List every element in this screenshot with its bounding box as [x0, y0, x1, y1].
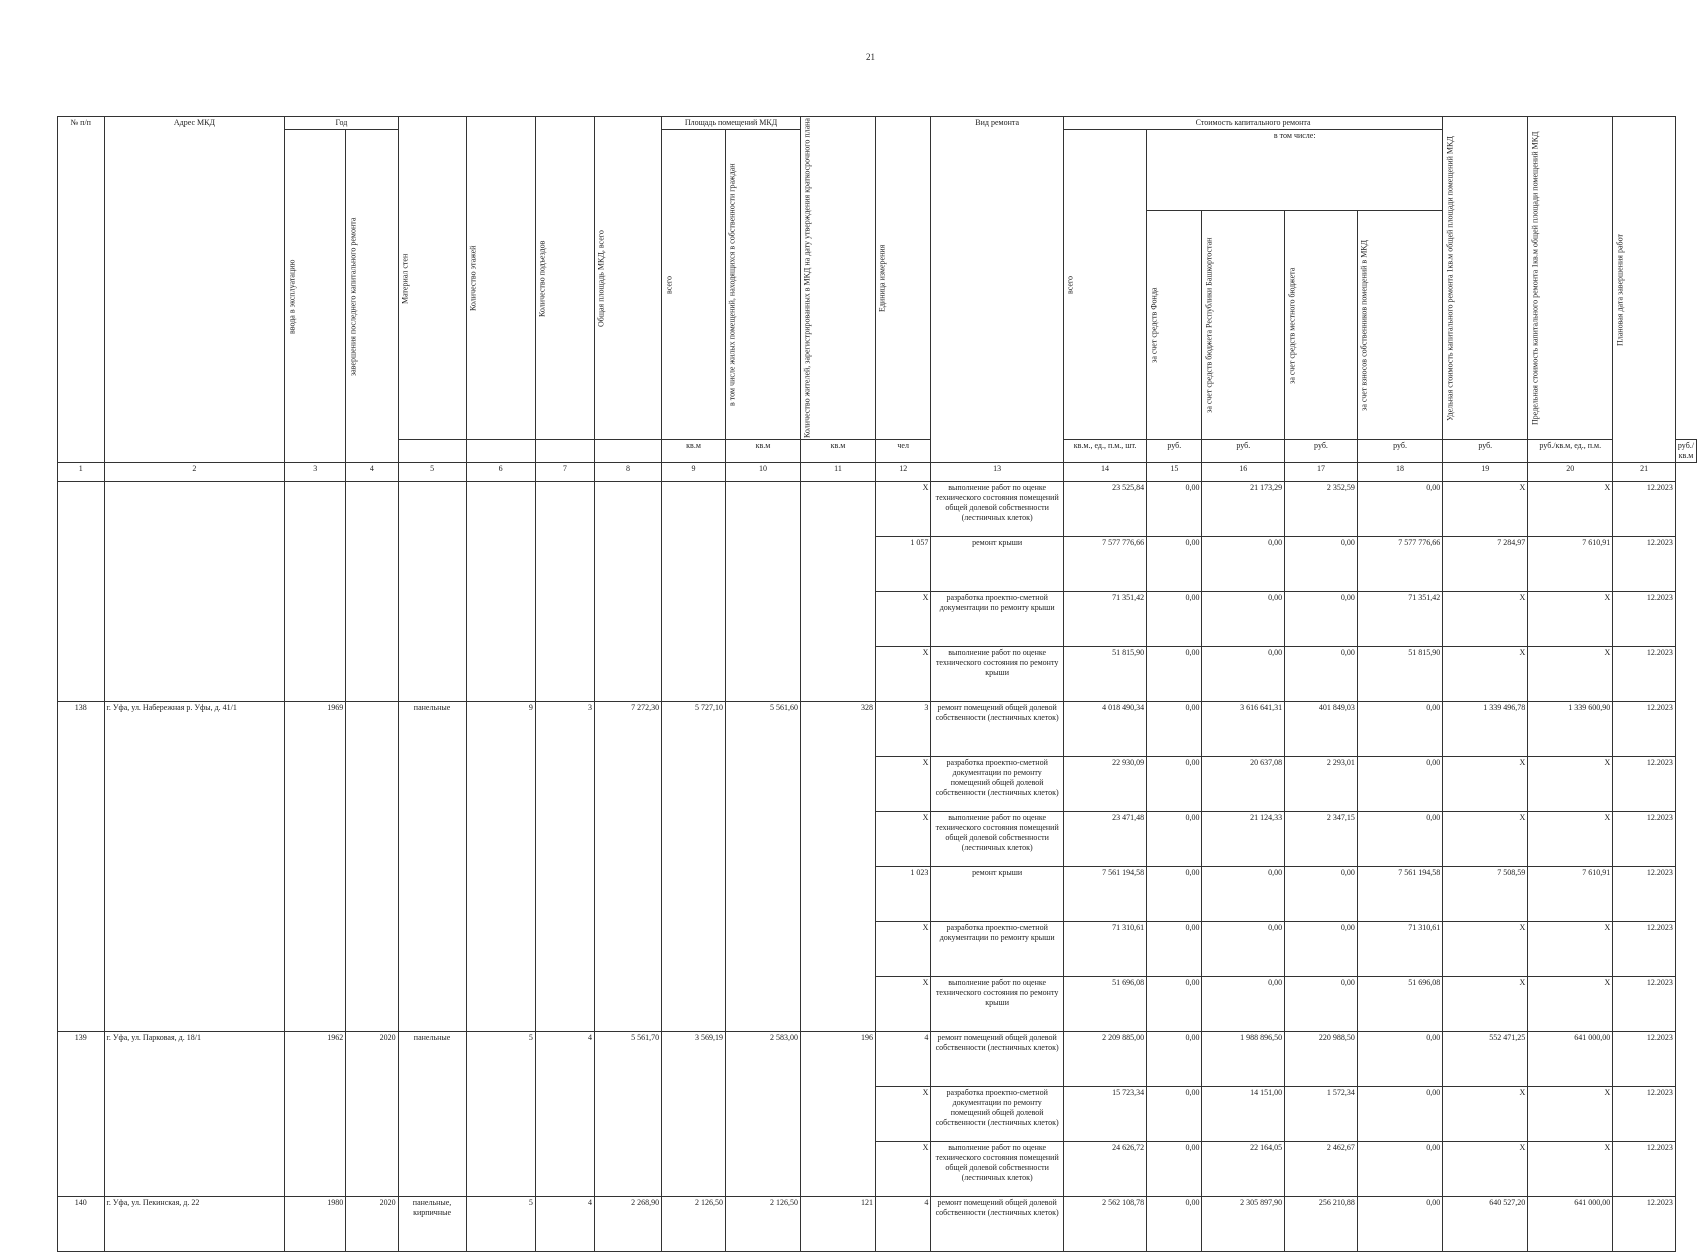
cost-rb-cell: 0,00 — [1202, 977, 1285, 1032]
building-floors: 5 — [466, 1197, 535, 1252]
building-wall: панельные — [398, 702, 466, 1032]
building-last-repair — [346, 702, 398, 1032]
unit-cost-cell: X — [1443, 922, 1528, 977]
col-header-wall: Материал стен — [398, 117, 466, 440]
limit-cost-cell: X — [1528, 977, 1613, 1032]
unit-cost-cell: 7 284,97 — [1443, 537, 1528, 592]
unit-cost-cell: 7 508,59 — [1443, 867, 1528, 922]
qty-cell: X — [875, 1087, 930, 1142]
column-number: 19 — [1443, 463, 1528, 482]
building-address: г. Уфа, ул. Пекинская, д. 22 — [104, 1197, 285, 1252]
limit-cost-cell: 641 000,00 — [1528, 1197, 1613, 1252]
col-header-local-budget: за счет средств местного бюджета — [1285, 211, 1358, 440]
building-last-repair: 2020 — [346, 1032, 398, 1197]
plan-date-cell: 12.2023 — [1613, 812, 1676, 867]
cost-rb-cell: 2 305 897,90 — [1202, 1197, 1285, 1252]
building-year: 1969 — [285, 702, 346, 1032]
table-row — [58, 1032, 1697, 1087]
limit-cost-cell: 641 000,00 — [1528, 1032, 1613, 1087]
work-type-cell: ремонт помещений общей долевой собственности (лестничных клеток) — [931, 1197, 1064, 1252]
building-address: г. Уфа, ул. Парковая, д. 18/1 — [104, 1032, 285, 1197]
building-res-premises: 5 561,60 — [725, 702, 800, 1032]
table-row — [58, 1197, 1697, 1252]
cost-rb-cell: 0,00 — [1202, 647, 1285, 702]
cost-rb-cell: 22 164,05 — [1202, 1142, 1285, 1197]
cost-rb-cell: 3 616 641,31 — [1202, 702, 1285, 757]
column-number: 9 — [662, 463, 726, 482]
work-type-cell: выполнение работ по оценке технического состояния помещений общей долевой собственности (лестничных клеток) — [931, 1142, 1064, 1197]
column-number: 14 — [1063, 463, 1146, 482]
work-type-cell: ремонт крыши — [931, 867, 1064, 922]
limit-cost-cell: 1 339 600,90 — [1528, 702, 1613, 757]
cost-local-cell: 401 849,03 — [1285, 702, 1358, 757]
unit-cell: кв.м., ед., п.м., шт. — [1063, 440, 1146, 463]
unit-cost-cell: X — [1443, 647, 1528, 702]
cost-rb-cell: 0,00 — [1202, 592, 1285, 647]
col-header-unit-cost: Удельная стоимость капитального ремонта 1кв.м общей площади помещений МКД — [1443, 117, 1528, 440]
cost-owners-cell: 0,00 — [1357, 1032, 1442, 1087]
unit-cell: руб. — [1357, 440, 1442, 463]
unit-cell: чел — [875, 440, 930, 463]
cost-rb-cell: 14 151,00 — [1202, 1087, 1285, 1142]
building-last-repair: 2020 — [346, 1197, 398, 1252]
cost-local-cell: 2 352,59 — [1285, 482, 1358, 537]
cost-total-cell: 51 696,08 — [1063, 977, 1146, 1032]
col-header-no: № п/п — [58, 117, 105, 463]
limit-cost-cell: X — [1528, 757, 1613, 812]
col-header-address: Адрес МКД — [104, 117, 285, 463]
plan-date-cell: 12.2023 — [1613, 977, 1676, 1032]
building-residents: 121 — [800, 1197, 875, 1252]
cost-fund-cell: 0,00 — [1147, 1197, 1202, 1252]
qty-cell: X — [875, 812, 930, 867]
qty-cell: X — [875, 482, 930, 537]
cost-rb-cell: 21 124,33 — [1202, 812, 1285, 867]
cost-owners-cell: 0,00 — [1357, 757, 1442, 812]
cost-fund-cell: 0,00 — [1147, 977, 1202, 1032]
column-number: 13 — [931, 463, 1064, 482]
work-type-cell: ремонт крыши — [931, 537, 1064, 592]
plan-date-cell: 12.2023 — [1613, 1032, 1676, 1087]
cost-local-cell: 0,00 — [1285, 867, 1358, 922]
col-header-year-last-repair: завершения последнего капитального ремонта — [346, 130, 398, 463]
limit-cost-cell: X — [1528, 812, 1613, 867]
cost-owners-cell: 0,00 — [1357, 812, 1442, 867]
cost-total-cell: 22 930,09 — [1063, 757, 1146, 812]
unit-cost-cell: 640 527,20 — [1443, 1197, 1528, 1252]
cost-local-cell: 0,00 — [1285, 647, 1358, 702]
cost-local-cell: 256 210,88 — [1285, 1197, 1358, 1252]
qty-cell: X — [875, 757, 930, 812]
cost-fund-cell: 0,00 — [1147, 537, 1202, 592]
work-type-cell: ремонт помещений общей долевой собственности (лестничных клеток) — [931, 702, 1064, 757]
plan-date-cell: 12.2023 — [1613, 922, 1676, 977]
limit-cost-cell: X — [1528, 482, 1613, 537]
unit-cell: руб./кв.м, ед., п.м. — [1528, 440, 1613, 463]
qty-cell: X — [875, 647, 930, 702]
qty-cell: X — [875, 592, 930, 647]
unit-cost-cell: 552 471,25 — [1443, 1032, 1528, 1087]
cost-local-cell: 2 462,67 — [1285, 1142, 1358, 1197]
building-entrances: 4 — [535, 1197, 594, 1252]
work-type-cell: разработка проектно-сметной документации по ремонту крыши — [931, 592, 1064, 647]
cost-total-cell: 71 351,42 — [1063, 592, 1146, 647]
unit-cost-cell: 1 339 496,78 — [1443, 702, 1528, 757]
cost-owners-cell: 0,00 — [1357, 1087, 1442, 1142]
cost-owners-cell: 7 577 776,66 — [1357, 537, 1442, 592]
unit-cell: кв.м — [725, 440, 800, 463]
cost-fund-cell: 0,00 — [1147, 1142, 1202, 1197]
column-number: 15 — [1147, 463, 1202, 482]
building-area: 7 272,30 — [594, 702, 661, 1032]
cost-fund-cell: 0,00 — [1147, 1087, 1202, 1142]
building-no: 138 — [58, 702, 105, 1032]
cost-total-cell: 2 562 108,78 — [1063, 1197, 1146, 1252]
column-number: 6 — [466, 463, 535, 482]
column-number: 5 — [398, 463, 466, 482]
col-header-premises-res: в том числе жилых помещений, находящихся в собственности граждан — [725, 130, 800, 440]
col-header-year-commission: ввода в эксплуатацию — [285, 130, 346, 463]
cost-total-cell: 15 723,34 — [1063, 1087, 1146, 1142]
qty-cell: 4 — [875, 1197, 930, 1252]
table-row — [58, 702, 1697, 757]
col-header-year-group: Год — [285, 117, 398, 130]
work-type-cell: выполнение работ по оценке технического состояния помещений общей долевой собственности (лестничных клеток) — [931, 812, 1064, 867]
cost-total-cell: 23 471,48 — [1063, 812, 1146, 867]
cost-owners-cell: 51 815,90 — [1357, 647, 1442, 702]
building-premises: 5 727,10 — [662, 702, 726, 1032]
qty-cell: 1 023 — [875, 867, 930, 922]
column-number: 4 — [346, 463, 398, 482]
page-number: 21 — [866, 52, 875, 62]
cost-total-cell: 24 626,72 — [1063, 1142, 1146, 1197]
column-number: 17 — [1285, 463, 1358, 482]
cost-rb-cell: 21 173,29 — [1202, 482, 1285, 537]
plan-date-cell: 12.2023 — [1613, 647, 1676, 702]
work-type-cell: ремонт помещений общей долевой собственности (лестничных клеток) — [931, 1032, 1064, 1087]
plan-date-cell: 12.2023 — [1613, 757, 1676, 812]
building-residents: 328 — [800, 702, 875, 1032]
col-header-floors: Количество этажей — [466, 117, 535, 440]
unit-cell: руб. — [1147, 440, 1202, 463]
column-number: 21 — [1613, 463, 1676, 482]
building-entrances: 3 — [535, 702, 594, 1032]
column-number: 2 — [104, 463, 285, 482]
cost-fund-cell: 0,00 — [1147, 1032, 1202, 1087]
building-no: 140 — [58, 1197, 105, 1252]
unit-cost-cell: X — [1443, 757, 1528, 812]
unit-cell: руб. — [1202, 440, 1285, 463]
building-res-premises: 2 126,50 — [725, 1197, 800, 1252]
cost-owners-cell: 51 696,08 — [1357, 977, 1442, 1032]
col-header-rb-budget: за счет средств бюджета Республики Башкортостан — [1202, 211, 1285, 440]
unit-cell: руб. — [1285, 440, 1358, 463]
building-entrances: 4 — [535, 1032, 594, 1197]
col-header-premises-group: Площадь помещений МКД — [662, 117, 801, 130]
column-number: 16 — [1202, 463, 1285, 482]
cost-fund-cell: 0,00 — [1147, 647, 1202, 702]
col-header-fund: за счет средств Фонда — [1147, 211, 1202, 440]
column-number: 12 — [875, 463, 930, 482]
col-header-residents: Количество жителей, зарегистрированных в МКД на дату утверждения краткосрочного плана — [800, 117, 875, 440]
unit-cost-cell: X — [1443, 812, 1528, 867]
cost-fund-cell: 0,00 — [1147, 922, 1202, 977]
unit-cost-cell: X — [1443, 1087, 1528, 1142]
cost-owners-cell: 0,00 — [1357, 1142, 1442, 1197]
work-type-cell: разработка проектно-сметной документации по ремонту крыши — [931, 922, 1064, 977]
plan-date-cell: 12.2023 — [1613, 1197, 1676, 1252]
cost-local-cell: 2 293,01 — [1285, 757, 1358, 812]
work-type-cell: выполнение работ по оценке технического состояния по ремонту крыши — [931, 647, 1064, 702]
column-number: 1 — [58, 463, 105, 482]
cost-fund-cell: 0,00 — [1147, 592, 1202, 647]
qty-cell: 4 — [875, 1032, 930, 1087]
building-wall: панельные, кирпичные — [398, 1197, 466, 1252]
col-header-premises-total: всего — [662, 130, 726, 440]
work-type-cell: разработка проектно-сметной документации по ремонту помещений общей долевой собственности (лестничных клеток) — [931, 757, 1064, 812]
cost-rb-cell: 1 988 896,50 — [1202, 1032, 1285, 1087]
col-header-total-area: Общая площадь МКД, всего — [594, 117, 661, 440]
col-header-cost-total: всего — [1063, 130, 1146, 440]
qty-cell: X — [875, 922, 930, 977]
column-number: 10 — [725, 463, 800, 482]
building-area: 5 561,70 — [594, 1032, 661, 1197]
building-res-premises: 2 583,00 — [725, 1032, 800, 1197]
cost-local-cell: 0,00 — [1285, 537, 1358, 592]
cost-fund-cell: 0,00 — [1147, 482, 1202, 537]
cost-rb-cell: 0,00 — [1202, 537, 1285, 592]
work-type-cell: выполнение работ по оценке технического состояния по ремонту крыши — [931, 977, 1064, 1032]
column-number: 3 — [285, 463, 346, 482]
cost-owners-cell: 0,00 — [1357, 702, 1442, 757]
plan-date-cell: 12.2023 — [1613, 537, 1676, 592]
limit-cost-cell: X — [1528, 647, 1613, 702]
building-floors: 5 — [466, 1032, 535, 1197]
limit-cost-cell: X — [1528, 922, 1613, 977]
cost-total-cell: 7 577 776,66 — [1063, 537, 1146, 592]
col-header-plan-date: Плановая дата завершения работ — [1613, 117, 1676, 463]
cost-owners-cell: 0,00 — [1357, 1197, 1442, 1252]
limit-cost-cell: 7 610,91 — [1528, 537, 1613, 592]
unit-cost-cell: X — [1443, 592, 1528, 647]
column-number: 11 — [800, 463, 875, 482]
cost-rb-cell: 20 637,08 — [1202, 757, 1285, 812]
cost-owners-cell: 7 561 194,58 — [1357, 867, 1442, 922]
qty-cell: 1 057 — [875, 537, 930, 592]
unit-cell: кв.м — [662, 440, 726, 463]
cost-owners-cell: 0,00 — [1357, 482, 1442, 537]
qty-cell: X — [875, 977, 930, 1032]
cost-fund-cell: 0,00 — [1147, 702, 1202, 757]
plan-date-cell: 12.2023 — [1613, 702, 1676, 757]
qty-cell: 3 — [875, 702, 930, 757]
column-number: 20 — [1528, 463, 1613, 482]
cost-rb-cell: 0,00 — [1202, 867, 1285, 922]
cost-total-cell: 51 815,90 — [1063, 647, 1146, 702]
cost-total-cell: 71 310,61 — [1063, 922, 1146, 977]
cost-total-cell: 23 525,84 — [1063, 482, 1146, 537]
cost-total-cell: 4 018 490,34 — [1063, 702, 1146, 757]
unit-cell: кв.м — [800, 440, 875, 463]
building-wall: панельные — [398, 1032, 466, 1197]
unit-cell: руб. — [1443, 440, 1528, 463]
unit-cost-cell: X — [1443, 482, 1528, 537]
building-no: 139 — [58, 1032, 105, 1197]
col-header-entrances: Количество подъездов — [535, 117, 594, 440]
table-row — [58, 482, 1697, 537]
work-type-cell: выполнение работ по оценке технического состояния помещений общей долевой собственности (лестничных клеток) — [931, 482, 1064, 537]
cost-fund-cell: 0,00 — [1147, 757, 1202, 812]
building-year: 1962 — [285, 1032, 346, 1197]
col-header-cost-group: Стоимость капитального ремонта — [1063, 117, 1442, 130]
plan-date-cell: 12.2023 — [1613, 867, 1676, 922]
unit-cost-cell: X — [1443, 1142, 1528, 1197]
cost-owners-cell: 71 310,61 — [1357, 922, 1442, 977]
work-type-cell: разработка проектно-сметной документации по ремонту помещений общей долевой собственности (лестничных клеток) — [931, 1087, 1064, 1142]
cost-total-cell: 7 561 194,58 — [1063, 867, 1146, 922]
col-header-including: в том числе: — [1147, 130, 1443, 211]
cost-local-cell: 1 572,34 — [1285, 1087, 1358, 1142]
cost-local-cell: 0,00 — [1285, 592, 1358, 647]
cost-local-cell: 0,00 — [1285, 922, 1358, 977]
limit-cost-cell: X — [1528, 1087, 1613, 1142]
building-premises: 3 569,19 — [662, 1032, 726, 1197]
col-header-limit-cost: Предельная стоимость капитального ремонта 1кв.м общей площади помещений МКД — [1528, 117, 1613, 440]
qty-cell: X — [875, 1142, 930, 1197]
col-header-work-type: Вид ремонта — [931, 117, 1064, 463]
plan-date-cell: 12.2023 — [1613, 1087, 1676, 1142]
col-header-owners: за счет взносов собственников помещений в МКД — [1357, 211, 1442, 440]
limit-cost-cell: X — [1528, 592, 1613, 647]
cost-owners-cell: 71 351,42 — [1357, 592, 1442, 647]
plan-date-cell: 12.2023 — [1613, 1142, 1676, 1197]
building-premises: 2 126,50 — [662, 1197, 726, 1252]
column-number: 7 — [535, 463, 594, 482]
plan-date-cell: 12.2023 — [1613, 592, 1676, 647]
limit-cost-cell: X — [1528, 1142, 1613, 1197]
plan-date-cell: 12.2023 — [1613, 482, 1676, 537]
building-residents: 196 — [800, 1032, 875, 1197]
cost-fund-cell: 0,00 — [1147, 812, 1202, 867]
column-number: 18 — [1357, 463, 1442, 482]
repair-plan-table — [57, 116, 1697, 1252]
cost-fund-cell: 0,00 — [1147, 867, 1202, 922]
cost-total-cell: 2 209 885,00 — [1063, 1032, 1146, 1087]
cost-local-cell: 0,00 — [1285, 977, 1358, 1032]
building-year: 1980 — [285, 1197, 346, 1252]
building-area: 2 268,90 — [594, 1197, 661, 1252]
building-address: г. Уфа, ул. Набережная р. Уфы, д. 41/1 — [104, 702, 285, 1032]
limit-cost-cell: 7 610,91 — [1528, 867, 1613, 922]
unit-cost-cell: X — [1443, 977, 1528, 1032]
building-floors: 9 — [466, 702, 535, 1032]
col-header-unit: Единица измерения — [875, 117, 930, 440]
cost-rb-cell: 0,00 — [1202, 922, 1285, 977]
column-number: 8 — [594, 463, 661, 482]
cost-local-cell: 2 347,15 — [1285, 812, 1358, 867]
unit-cell: руб./кв.м — [1675, 440, 1696, 463]
cost-local-cell: 220 988,50 — [1285, 1032, 1358, 1087]
